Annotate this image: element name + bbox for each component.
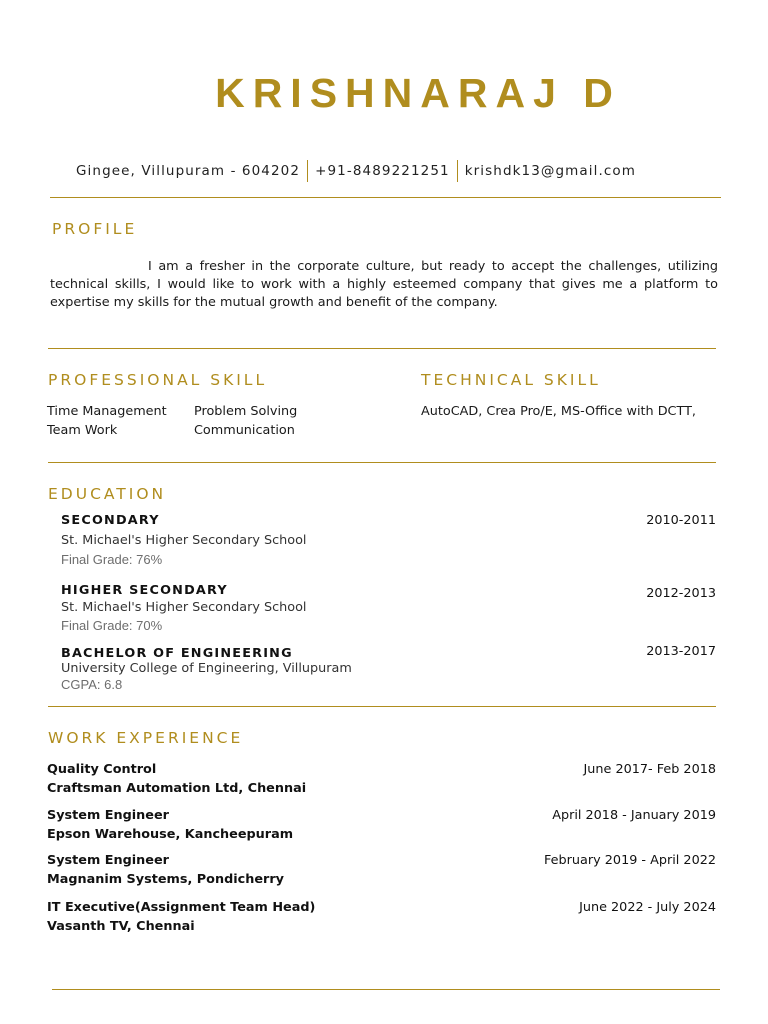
- work-experience-heading: WORK EXPERIENCE: [48, 729, 244, 747]
- education-grade: CGPA: 6.8: [61, 677, 123, 692]
- job-role: Quality Control: [47, 762, 157, 777]
- job-company: Epson Warehouse, Kancheepuram: [47, 827, 294, 842]
- job-company: Vasanth TV, Chennai: [47, 919, 195, 934]
- job-company: Craftsman Automation Ltd, Chennai: [47, 781, 307, 796]
- profile-text: I am a fresher in the corporate culture, but ready to accept the challenges, utilizing technical skills, I would like to work with a highly esteemed company that gives me a platform to expertise my skills for the mutual growth and benefit of the company.: [50, 259, 718, 310]
- contact-address: Gingee, Villupuram - 604202: [76, 163, 301, 179]
- profile-heading: PROFILE: [52, 220, 138, 238]
- job-dates: June 2022 - July 2024: [579, 900, 716, 915]
- contact-email: krishdk13@gmail.com: [464, 163, 637, 179]
- contact-line: [76, 160, 636, 182]
- education-school: St. Michael's Higher Secondary School: [61, 600, 307, 615]
- section-divider: [48, 706, 716, 707]
- education-grade: Final Grade: 76%: [61, 552, 163, 567]
- education-title: SECONDARY: [61, 513, 160, 528]
- candidate-name: KRISHNARAJ D: [215, 70, 621, 116]
- education-grade: Final Grade: 70%: [61, 618, 163, 633]
- skill-item: Time Management: [47, 404, 167, 419]
- education-school: University College of Engineering, Villupuram: [61, 661, 352, 676]
- job-dates: June 2017- Feb 2018: [583, 762, 716, 777]
- contact-phone: +91-8489221251: [315, 163, 450, 179]
- section-divider: [48, 462, 716, 463]
- professional-skill-heading: PROFESSIONAL SKILL: [48, 371, 268, 389]
- job-role: IT Executive(Assignment Team Head): [47, 900, 316, 915]
- education-years: 2010-2011: [646, 513, 716, 528]
- skill-item: Problem Solving: [194, 404, 298, 419]
- contact-divider: [307, 160, 308, 182]
- skill-item: Communication: [194, 423, 295, 438]
- job-dates: April 2018 - January 2019: [552, 808, 716, 823]
- contact-divider: [457, 160, 458, 182]
- education-years: 2012-2013: [646, 586, 716, 601]
- section-divider: [50, 197, 721, 198]
- technical-skill-text: AutoCAD, Crea Pro/E, MS-Office with DCTT,: [421, 404, 696, 419]
- job-role: System Engineer: [47, 808, 169, 823]
- section-divider: [48, 348, 716, 349]
- profile-text-block: [50, 258, 718, 312]
- education-title: HIGHER SECONDARY: [61, 583, 228, 598]
- job-dates: February 2019 - April 2022: [544, 853, 716, 868]
- technical-skill-heading: TECHNICAL SKILL: [421, 371, 601, 389]
- skill-item: Team Work: [47, 423, 118, 438]
- education-title: BACHELOR OF ENGINEERING: [61, 646, 293, 661]
- education-school: St. Michael's Higher Secondary School: [61, 533, 307, 548]
- section-divider: [52, 989, 720, 990]
- education-heading: EDUCATION: [48, 485, 167, 503]
- job-company: Magnanim Systems, Pondicherry: [47, 872, 284, 887]
- education-years: 2013-2017: [646, 644, 716, 659]
- job-role: System Engineer: [47, 853, 169, 868]
